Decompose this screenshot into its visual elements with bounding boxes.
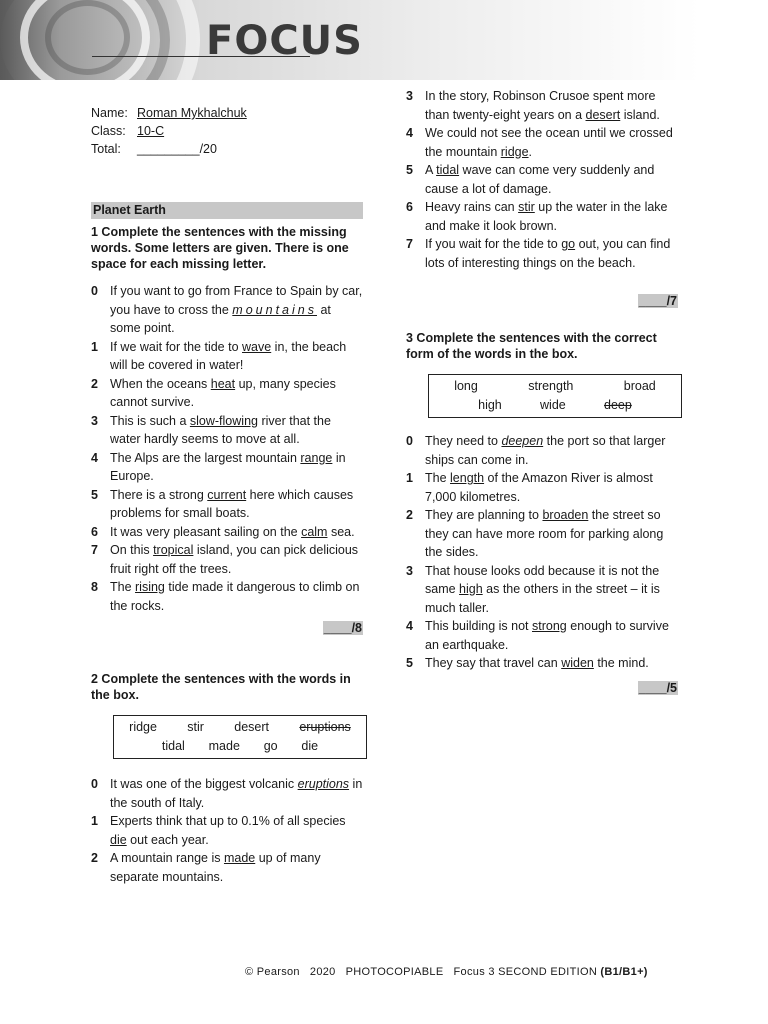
answer-word: made (223, 851, 256, 865)
item-number: 5 (91, 487, 98, 502)
item-number: 6 (91, 524, 98, 539)
logo-underline (92, 56, 310, 57)
item-text-after: wave can come very suddenly and cause a lot of damage. (425, 163, 655, 196)
item-text (425, 161, 678, 198)
item-text-after: island. (620, 107, 660, 122)
item-number: 2 (406, 508, 413, 522)
item-text-after: up of many separate mountains. (110, 851, 321, 884)
item-text (425, 562, 678, 618)
item-text (110, 375, 363, 412)
list-item (91, 338, 363, 375)
item-text-after: up the water in the lake and make it look brown. (425, 200, 668, 233)
footer-text: © Pearson 2020 PHOTOCOPIABLE Focus 3 SECOND EDITION (245, 966, 601, 978)
list-item (91, 578, 363, 615)
item-text-before: A mountain range is (110, 851, 224, 865)
list-item (91, 523, 363, 542)
answer-word: eruptions (297, 777, 350, 791)
list-item (91, 449, 363, 486)
item-text-after: in Europe. (110, 450, 346, 483)
item-text (110, 541, 363, 578)
answer-word: high (459, 582, 483, 596)
box-word: high (478, 398, 502, 412)
name-label: Name: (91, 106, 128, 120)
answer-word: strong (532, 619, 567, 633)
item-number: 5 (406, 656, 413, 670)
word-box-row (114, 737, 366, 756)
item-text-after: of the Amazon River is almost 7,000 kilometres. (425, 471, 653, 504)
item-number: 1 (91, 814, 98, 828)
item-text (110, 282, 363, 338)
box-word: tidal (161, 739, 185, 753)
answer-word: current (207, 487, 247, 502)
item-number: 0 (406, 434, 413, 448)
box-word: strength (528, 379, 574, 393)
answer-word: deepen (501, 434, 544, 448)
list-item (406, 124, 678, 161)
item-number: 2 (91, 851, 98, 865)
item-text-after: in the south of Italy. (110, 777, 363, 810)
answer-word: slow-flowing (189, 413, 258, 428)
item-text (425, 617, 678, 654)
answer-word: range (300, 450, 333, 465)
total-label: Total: (91, 142, 121, 156)
class-label: Class: (91, 124, 126, 138)
item-text (425, 654, 678, 673)
answer-word: heat (210, 376, 236, 391)
item-text (425, 198, 678, 235)
ex2-instruction: 2 Complete the sentences with the words in the box. (91, 672, 351, 702)
item-text-before: That house looks odd because it is not the same (425, 563, 660, 596)
swirl-graphic (45, 0, 130, 75)
box-word: stir (187, 720, 204, 734)
ex2-list-continued (406, 87, 678, 272)
item-text-before: They say that travel can (425, 656, 562, 670)
box-word: desert (234, 720, 270, 734)
item-number: 3 (406, 89, 413, 103)
item-text-after: the port so that larger ships can come in. (425, 434, 666, 467)
item-text (110, 523, 363, 542)
item-text-after: enough to survive an earthquake. (425, 619, 669, 652)
item-text-before: This building is not (425, 619, 533, 633)
answer-word: widen (561, 656, 594, 670)
answer-word: mountains (232, 302, 317, 317)
list-item (406, 161, 678, 198)
item-text-after: the mind. (593, 656, 649, 670)
item-text-after: tide made it dangerous to climb on the rocks. (110, 580, 360, 613)
item-text (110, 412, 363, 449)
item-text (110, 775, 363, 812)
box-word: die (301, 739, 319, 753)
ex3-score: ____/5 (638, 680, 677, 695)
answer-word: tidal (436, 163, 460, 177)
focus-logo: FOCUS (206, 18, 363, 64)
word-box-row (429, 377, 681, 396)
item-text-after: island, you can pick delicious fruit right off the trees. (110, 543, 359, 576)
item-number: 4 (406, 619, 413, 633)
item-text (425, 469, 678, 506)
item-text-after: here which causes problems for small boats. (110, 487, 354, 520)
item-text-before: On this (110, 543, 154, 557)
item-text-before: They need to (425, 434, 502, 448)
item-text-after: out each year. (126, 832, 209, 847)
item-text-after: in, the beach will be covered in water! (110, 339, 347, 372)
item-text-before: In the story, Robinson Crusoe spent more than twenty-eight years on a (425, 89, 656, 122)
item-text (425, 235, 678, 272)
list-item (406, 469, 678, 506)
list-item (406, 617, 678, 654)
item-text-before: This is such a (110, 413, 190, 428)
box-word: go (263, 739, 278, 753)
ex1-list (91, 282, 363, 615)
list-item (406, 198, 678, 235)
item-text-before: If we wait for the tide to (110, 339, 243, 354)
item-text-after: the street so they can have more room for parking along the sides. (425, 508, 664, 559)
item-text-before: The (110, 580, 136, 594)
item-number: 4 (406, 126, 413, 140)
list-item (406, 562, 678, 618)
item-text-after: river that the water hardly seems to move at all. (110, 413, 331, 446)
item-text-after: as the others in the street – it is much taller. (425, 582, 660, 615)
list-item (91, 412, 363, 449)
ex1-instruction: 1 Complete the sentences with the missing words. Some letters are given. There is one space for each missing letter. (91, 225, 349, 271)
box-word: made (208, 739, 240, 753)
item-text (110, 338, 363, 375)
name-value: Roman Mykhalchuk (137, 106, 247, 120)
box-word: deep (604, 398, 632, 412)
item-text (425, 87, 678, 124)
item-number: 5 (406, 163, 413, 177)
list-item (91, 849, 363, 886)
item-text-before: We could not see the ocean until we crossed the mountain (425, 126, 673, 159)
item-number: 1 (91, 339, 98, 354)
box-word: ridge (129, 720, 157, 734)
footer-level: (B1/B1+) (600, 966, 648, 978)
item-number: 0 (91, 284, 98, 298)
item-text-before: Experts think that up to 0.1% of all species (110, 814, 346, 828)
ex3-word-box (428, 374, 682, 418)
list-item (406, 87, 678, 124)
answer-word: length (450, 471, 485, 485)
item-text (110, 486, 363, 523)
item-number: 8 (91, 580, 98, 594)
answer-word: go (561, 237, 576, 251)
item-text-before: The Alps are the largest mountain (110, 450, 301, 465)
item-text (110, 812, 363, 849)
answer-word: calm (301, 524, 328, 539)
list-item (406, 432, 678, 469)
answer-word: ridge (500, 144, 529, 159)
class-value: 10-C (137, 124, 165, 138)
box-word: long (454, 379, 478, 393)
ex2-word-box (113, 715, 367, 759)
item-number: 4 (91, 450, 98, 465)
answer-word: rising (135, 580, 165, 594)
item-text-after: out, you can find lots of interesting things on the beach. (425, 237, 671, 270)
list-item (406, 654, 678, 673)
item-text-before: If you wait for the tide to (425, 237, 562, 251)
item-text-after: at some point. (110, 302, 331, 335)
footer (245, 966, 648, 978)
item-text (110, 849, 363, 886)
list-item (91, 775, 363, 812)
list-item (406, 235, 678, 272)
item-text (425, 506, 678, 562)
list-item (91, 282, 363, 338)
item-number: 2 (91, 376, 98, 391)
item-text (425, 124, 678, 161)
word-box-row (429, 396, 681, 415)
item-text-after: sea. (327, 524, 355, 539)
item-text-after: up, many species cannot survive. (110, 376, 336, 409)
word-box-row (114, 718, 366, 737)
item-number: 3 (91, 413, 98, 428)
list-item (91, 375, 363, 412)
ex3-list (406, 432, 678, 673)
item-text-before: It was very pleasant sailing on the (110, 524, 302, 539)
right-column (406, 87, 678, 695)
item-text-before: A (425, 163, 437, 177)
item-text (110, 449, 363, 486)
list-item (406, 506, 678, 562)
list-item (91, 541, 363, 578)
box-word: eruptions (299, 720, 351, 734)
item-number: 0 (91, 777, 98, 791)
answer-word: wave (242, 339, 272, 354)
student-info (91, 106, 363, 157)
item-text-before: It was one of the biggest volcanic (110, 777, 298, 791)
ex3-instruction: 3 Complete the sentences with the correct form of the words in the box. (406, 331, 657, 361)
header-banner (0, 0, 768, 80)
item-text-before: When the oceans (110, 376, 211, 391)
list-item (91, 812, 363, 849)
answer-word: stir (518, 200, 535, 214)
answer-word: die (110, 832, 127, 847)
item-number: 3 (406, 563, 413, 578)
item-number: 6 (406, 200, 413, 214)
item-text-before: The (425, 471, 451, 485)
answer-word: broaden (542, 508, 589, 522)
list-item (91, 486, 363, 523)
left-column (91, 106, 363, 886)
item-text (425, 432, 678, 469)
item-text-before: If you want to go from France to Spain by car, you have to cross the (110, 284, 363, 317)
item-text-before: They are planning to (425, 508, 543, 522)
box-word: wide (540, 398, 566, 412)
answer-word: tropical (153, 543, 194, 557)
ex2-list (91, 775, 363, 886)
item-text-before: There is a strong (110, 487, 208, 502)
item-text-after: . (528, 144, 533, 159)
item-number: 1 (406, 471, 413, 485)
answer-word: desert (585, 107, 621, 122)
item-text-before: Heavy rains can (425, 200, 519, 214)
item-text (110, 578, 363, 615)
ex2-score: ____/7 (638, 294, 677, 308)
box-word: broad (623, 379, 656, 393)
total-value: _________/20 (137, 142, 217, 156)
ex1-score: ____/8 (323, 621, 362, 635)
section-title: Planet Earth (91, 202, 363, 219)
item-number: 7 (406, 237, 413, 251)
item-number: 7 (91, 543, 98, 557)
